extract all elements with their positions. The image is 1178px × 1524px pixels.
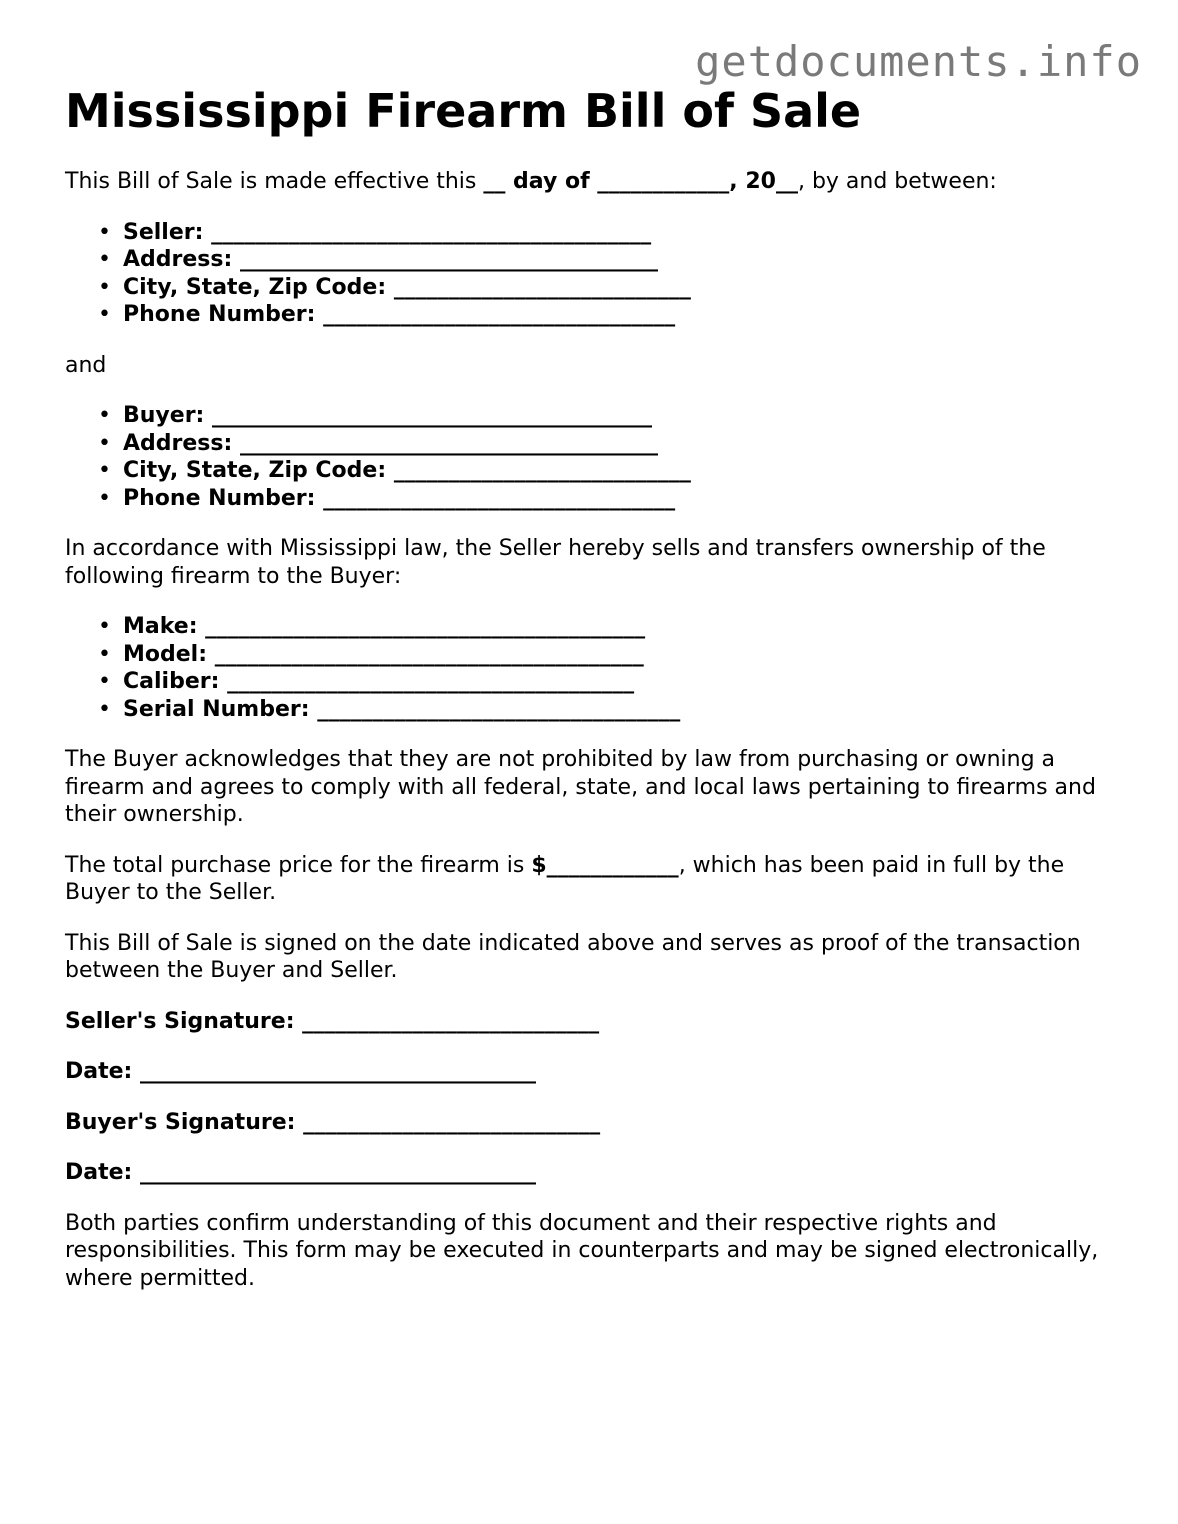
signed-paragraph: This Bill of Sale is signed on the date indicated above and serves as proof of the transaction between the Buyer and Seller. bbox=[65, 930, 1081, 983]
buyer-city-field: • City, State, Zip Code: ___________________________ bbox=[123, 457, 1125, 485]
buyer-date-line: Date: ____________________________________ bbox=[65, 1160, 537, 1185]
buyer-address-field: • Address: ______________________________________ bbox=[123, 430, 1125, 458]
buyer-fields bbox=[65, 402, 1125, 512]
intro-suffix: , by and between: bbox=[797, 169, 997, 194]
seller-city-field: • City, State, Zip Code: ___________________________ bbox=[123, 274, 1125, 302]
watermark: getdocuments.info bbox=[695, 37, 1142, 86]
firearm-serial-field: • Serial Number: _________________________________ bbox=[123, 696, 1125, 724]
closing-paragraph: Both parties confirm understanding of this document and their respective rights and responsibilities. This form may be executed in counterparts and may be signed electronically, where permitted. bbox=[65, 1210, 1099, 1291]
and-text: and bbox=[65, 352, 107, 378]
buyer-name-field: • Buyer: ________________________________________ bbox=[123, 402, 1125, 430]
seller-date-line: Date: ____________________________________ bbox=[65, 1059, 537, 1084]
price-paragraph: The total purchase price for the firearm is $____________, which has been paid in full by the Buyer to the Seller. bbox=[65, 852, 1065, 905]
buyer-signature-line: Buyer's Signature: ___________________________ bbox=[65, 1109, 601, 1135]
firearm-model-field: • Model: _______________________________________ bbox=[123, 641, 1125, 669]
seller-name-field: • Seller: ________________________________________ bbox=[123, 219, 1125, 247]
price-blank: $____________ bbox=[531, 852, 679, 878]
seller-signature-line: Seller's Signature: ___________________________ bbox=[65, 1008, 600, 1034]
intro-paragraph bbox=[65, 168, 1125, 196]
seller-address-field: • Address: ______________________________________ bbox=[123, 246, 1125, 274]
document-body bbox=[65, 84, 1125, 1315]
effective-date-blank: __ day of ____________, 20__ bbox=[483, 169, 798, 194]
firearm-fields bbox=[65, 613, 1125, 723]
seller-phone-field: • Phone Number: ________________________________ bbox=[123, 301, 1125, 329]
intro-prefix: This Bill of Sale is made effective this bbox=[65, 169, 484, 194]
seller-fields bbox=[65, 219, 1125, 329]
page-title: Mississippi Firearm Bill of Sale bbox=[65, 84, 862, 138]
firearm-make-field: • Make: ________________________________________ bbox=[123, 613, 1125, 641]
firearm-caliber-field: • Caliber: _____________________________________ bbox=[123, 668, 1125, 696]
buyer-phone-field: • Phone Number: ________________________________ bbox=[123, 485, 1125, 513]
transfer-paragraph: In accordance with Mississippi law, the Seller hereby sells and transfers ownership of the following firearm to the Buyer: bbox=[65, 536, 1046, 589]
acknowledgement-paragraph: The Buyer acknowledges that they are not prohibited by law from purchasing or owning a firearm and agrees to comply with all federal, state, and local laws pertaining to firearms and their ownership. bbox=[65, 747, 1096, 827]
